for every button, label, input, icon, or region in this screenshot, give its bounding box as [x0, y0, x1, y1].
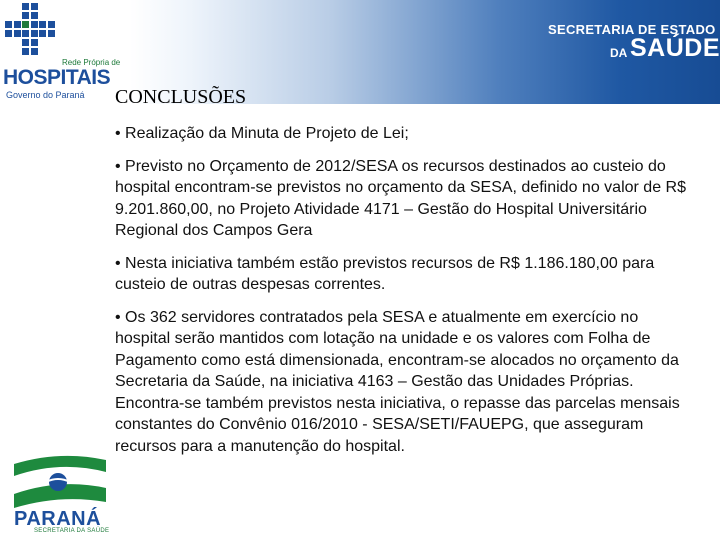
- bullet-item: • Previsto no Orçamento de 2012/SESA os recursos destinados ao custeio do hospital encontram-se previstos no orçamento da SESA, definido no valor de R$ 9.201.860,00, no Projeto Atividade 4171 – Gestão do Hospital Universitário Regional dos Campos Gera: [115, 157, 686, 239]
- slide-title: CONCLUSÕES: [115, 86, 247, 108]
- parana-flag-icon: [12, 452, 108, 510]
- logo-subtitle-top: Rede Própria de: [62, 58, 121, 67]
- bullet-item: • Nesta iniciativa também estão previstos recursos de R$ 1.186.180,00 para custeio de outras despesas correntes.: [115, 254, 655, 293]
- cross-icon: [5, 3, 55, 60]
- parana-label: PARANÁ: [14, 508, 102, 530]
- slide-content: [115, 123, 690, 468]
- logo-subtitle-bottom: Governo do Paraná: [6, 90, 85, 100]
- secretaria-saude: SAÚDE: [630, 34, 720, 62]
- hospitais-logo: [0, 0, 126, 104]
- secretaria-da: DA: [610, 46, 628, 60]
- logo-title: HOSPITAIS: [3, 66, 111, 89]
- bullet-item: • Realização da Minuta de Projeto de Lei;: [115, 125, 409, 142]
- parana-subtitle: SECRETARIA DA SAÚDE: [34, 528, 110, 534]
- secretaria-line1: SECRETARIA DE ESTADO: [548, 22, 716, 37]
- bullet-item: • Os 362 servidores contratados pela SESA e atualmente em exercício no hospital serão mantidos com lotação na unidade e os valores com Folha de Pagamento como está dimensionada, encontram-se alocados no orçamento da Secretaria da Saúde, na iniciativa 4163 – Gestão das Unidades Próprias. Encontra-se também previstos nesta iniciativa, o repasse das parcelas mensais constantes do Convênio 016/2010 - SESA/SETI/FAUEPG, que asseguram recursos para a manutenção do hospital.: [115, 308, 680, 455]
